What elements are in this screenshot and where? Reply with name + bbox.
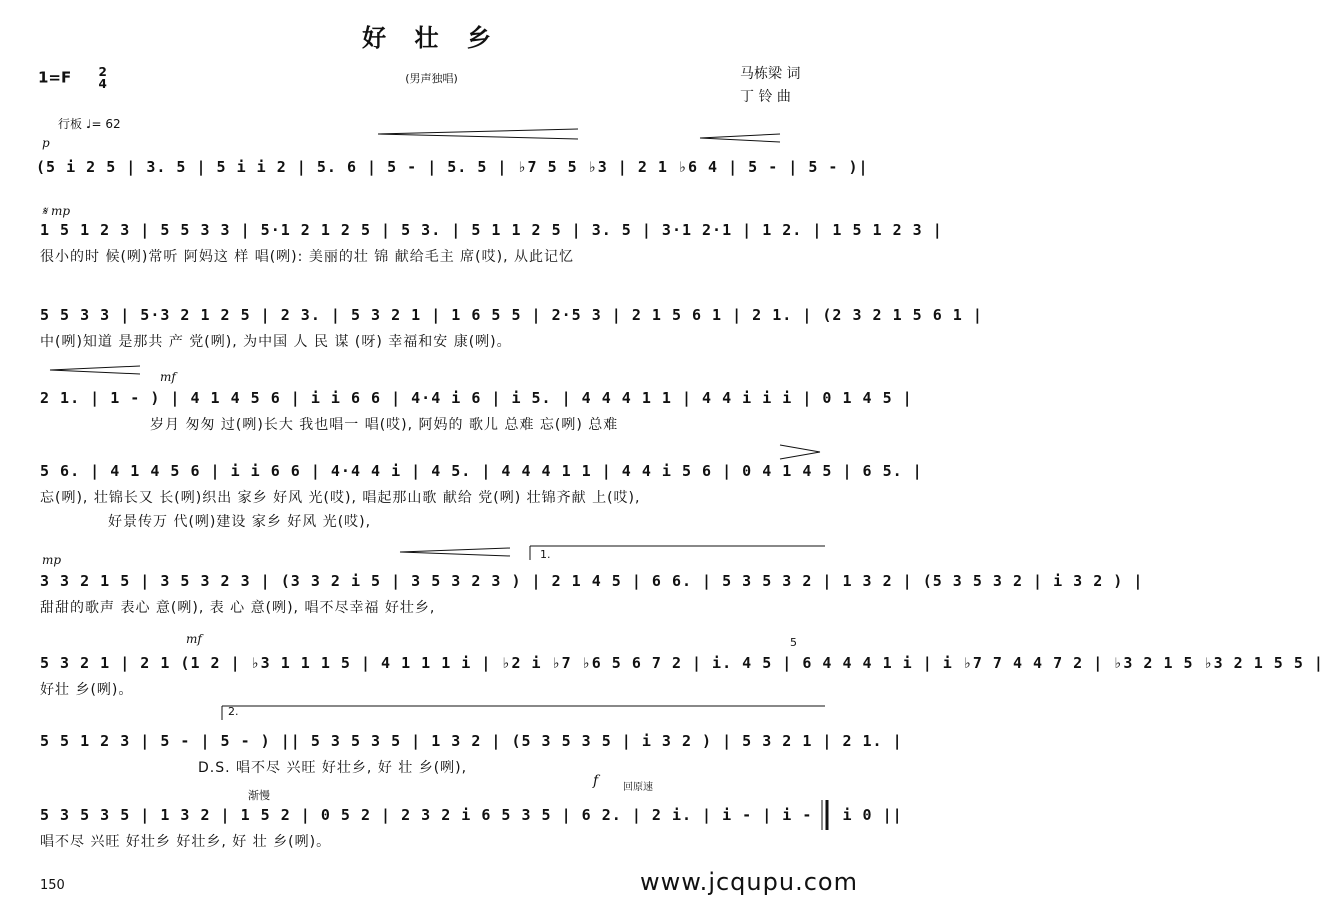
crescendo-hairpin (400, 552, 510, 556)
tempo-marking: 行板 ♩= 62 (58, 117, 121, 131)
lyrics-line-2: 很小的时 候(咧)常听 阿妈这 样 唱(咧): 美丽的壮 锦 献给毛主 席(哎), 从此记忆 (40, 249, 574, 265)
tuplet-five-mark: 5 (790, 636, 797, 649)
dynamic-f: f (593, 773, 599, 789)
crescendo-hairpin (400, 548, 510, 552)
dynamic-mf-2: mf (186, 632, 202, 646)
performance-note: (男声独唱) (405, 72, 458, 85)
lyrics-line-5-verse2: 好景传万 代(咧)建设 家乡 好风 光(哎), (108, 514, 372, 530)
lyrics-line-5: 忘(咧), 壮锦长又 长(咧)织出 家乡 好风 光(哎), 唱起那山歌 献给 党(咧) 壮锦齐献 上(哎), (40, 490, 641, 506)
notation-line-5: 5 6. | 4 1 4 5 6 | i i 6 6 | 4·4 4 i | 4 5. | 4 4 4 1 1 | 4 4 i 5 6 | 0 4 1 4 5 | 6 5. | (40, 462, 923, 480)
lyrics-line-6: 甜甜的歌声 表心 意(咧), 表 心 意(咧), 唱不尽幸福 好壮乡, (40, 600, 436, 616)
dynamic-segno-mp: 𝄋 mp (42, 204, 71, 218)
time-top: 2 (98, 65, 107, 79)
site-watermark: www.jcqupu.com (640, 868, 858, 896)
lyrics-line-3: 中(咧)知道 是那共 产 党(咧), 为中国 人 民 谋 (呀) 幸福和安 康(咧)。 (40, 334, 512, 350)
notation-line-8: 5 5 1 2 3 | 5 - | 5 - ) || 5 3 5 3 5 | 1 3 2 | (5 3 5 3 5 | i 3 2 ) | 5 3 2 1 | 2 1. | (40, 732, 903, 750)
first-ending-mark: 1. (540, 548, 551, 561)
lyrics-line-4: 岁月 匆匆 过(咧)长大 我也唱一 唱(哎), 阿妈的 歌儿 总难 忘(咧) 总难 (150, 417, 619, 433)
accent-mark (780, 452, 820, 459)
a-tempo-marking: 回原速 (623, 782, 653, 793)
time-bottom: 4 (98, 77, 107, 91)
decrescendo-hairpin (700, 138, 780, 142)
notation-line-2: 1 5 1 2 3 | 5 5 3 3 | 5·1 2 1 2 5 | 5 3. | 5 1 1 2 5 | 3. 5 | 3·1 2·1 | 1 2. | 1 5 1 2 3 | (40, 221, 943, 239)
notation-line-4: 2 1. | 1 - ) | 4 1 4 5 6 | i i 6 6 | 4·4 i 6 | i 5. | 4 4 4 1 1 | 4 4 i i i | 0 1 4 5 | (40, 389, 913, 407)
crescendo-hairpin (50, 366, 140, 370)
dynamic-p: p (42, 136, 50, 150)
lyrics-line-7: 好壮 乡(咧)。 (40, 682, 134, 698)
composer-credit: 丁 铃 曲 (740, 89, 791, 105)
lyrics-line-8: D.S. 唱不尽 兴旺 好壮乡, 好 壮 乡(咧), (198, 760, 468, 776)
crescendo-hairpin (378, 129, 578, 134)
dynamic-mf: mf (160, 370, 176, 384)
notation-line-9: 5 3 5 3 5 | 1 3 2 | 1 5 2 | 0 5 2 | 2 3 2 i 6 5 3 5 | 6 2. | 2 i. | i - | i - | i 0 || (40, 806, 903, 824)
crescendo-hairpin (50, 370, 140, 374)
dynamic-mp-2: mp (42, 553, 62, 567)
notation-line-7: 5 3 2 1 | 2 1 (1 2 | ♭3 1 1 1 5 | 4 1 1 1 i | ♭2 i ♭7 ♭6 5 6 7 2 | i. 4 5 | 6 4 4 4 1 i | i ♭7 7 4 4 7 2 | ♭3 2 1 5 ♭3 2 1 5 5 | (40, 654, 1324, 672)
ritardando-marking: 渐慢 (248, 789, 270, 802)
page-number: 150 (40, 878, 65, 893)
song-title: 好 壮 乡 (362, 24, 501, 52)
crescendo-hairpin (378, 134, 578, 139)
second-ending-mark: 2. (228, 705, 239, 718)
notation-line-1: (5 i 2 5 | 3. 5 | 5 i i 2 | 5. 6 | 5 - | 5. 5 | ♭7 5 5 ♭3 | 2 1 ♭6 4 | 5 - | 5 - )| (36, 158, 869, 176)
accent-mark (780, 445, 820, 452)
notation-line-3: 5 5 3 3 | 5·3 2 1 2 5 | 2 3. | 5 3 2 1 | 1 6 5 5 | 2·5 3 | 2 1 5 6 1 | 2 1. | (2 3 2 1 5 6 1 | (40, 306, 983, 324)
decrescendo-hairpin (700, 134, 780, 138)
notation-line-6: 3 3 2 1 5 | 3 5 3 2 3 | (3 3 2 i 5 | 3 5 3 2 3 ) | 2 1 4 5 | 6 6. | 5 3 5 3 2 | 1 3 2 | (5 3 5 3 2 | i 3 2 ) | (40, 572, 1144, 590)
key-label: 1=F (38, 68, 72, 87)
lyricist-credit: 马栋梁 词 (740, 66, 801, 82)
lyrics-line-9: 唱不尽 兴旺 好壮乡 好壮乡, 好 壮 乡(咧)。 (40, 834, 332, 850)
